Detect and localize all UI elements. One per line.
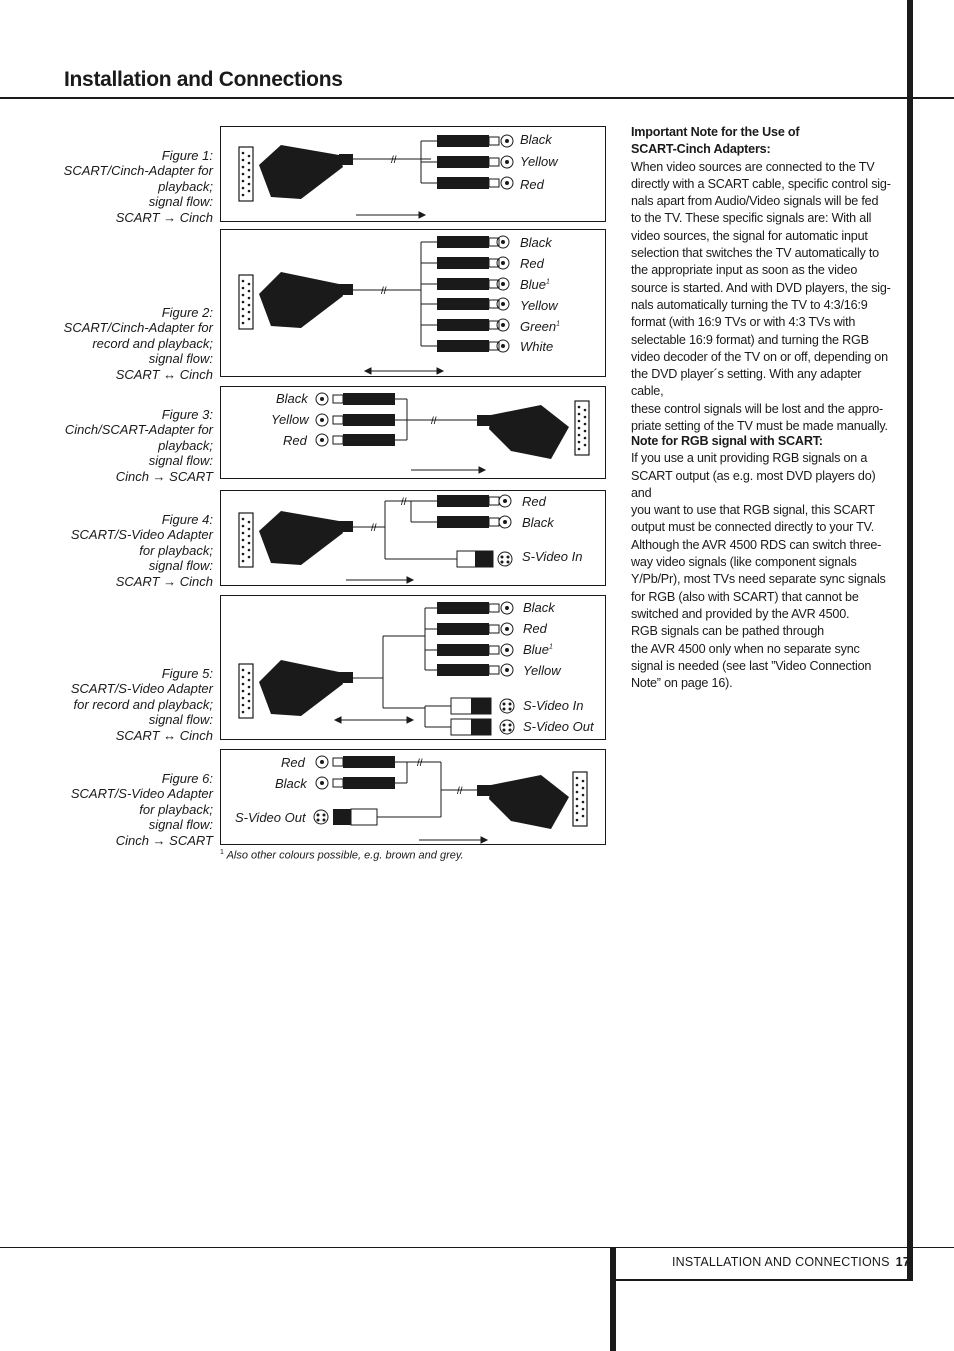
wire-label: White [520,339,554,354]
caption-line: SCART ↔ Cinch [115,366,213,382]
svg-text://: // [391,155,397,166]
figure-3-caption [63,407,213,484]
figure-5-diagram [220,595,606,740]
wire-label: S-Video In [523,698,584,713]
note-body: When video sources are connected to the TV directly with a SCART cable, specific control sig- nals apart from Audio/Video signals will be fed to the TV. These specific signals are: With all video sources, the signal for automatic input selection that switches the TV automatically to the appropriate input as soon as the video source is started. And with DVD players, the sig- nals automatically turning the TV to 4:3/16:9 format (with 16:9 TVs or with 4:3 TVs with selectable 16:9 format) and turning the RGB video decoder of the TV on or off, depending on the DVD player´s setting. With any adapter cable, these control signals will be lost and the appro- priate setting of the TV must be made manually. [631,159,891,434]
signal-flow-arrow [419,837,487,843]
wire-label: Yellow [523,663,561,678]
page-title: Installation and Connections [64,68,343,91]
cinch-plug-icon [437,664,499,676]
caption-line: Cinch → SCART [115,468,213,484]
svideo-plug-icon [457,551,493,567]
caption-line: signal flow: [148,712,213,728]
caption-line: for playback; [139,542,213,558]
svideo-plug-icon [451,698,491,714]
cinch-jack-icon [501,623,513,635]
svg-text://: // [431,416,437,427]
cinch-plug-icon [333,393,395,405]
caption-line: signal flow: [148,453,213,469]
svideo-plug-icon [451,719,491,735]
scart-plug-icon [259,272,353,328]
scart-socket-icon [239,275,253,329]
cinch-plug-icon [437,177,499,189]
caption-line: SCART ↔ Cinch [115,727,213,743]
cinch-plug-icon [333,756,395,768]
footer-section: INSTALLATION AND CONNECTIONS [672,1255,890,1269]
caption-line: playback; [158,178,213,194]
scart-plug-icon [259,660,353,716]
figure-6-diagram [220,749,606,845]
caption-line: Figure 3: [161,407,213,422]
caption-line: Cinch/SCART-Adapter for [64,422,213,438]
note-heading: Note for RGB signal with SCART: [631,434,823,448]
caption-line: SCART → Cinch [115,573,213,589]
cinch-plug-icon [437,156,499,168]
signal-flow-double-arrow [335,717,413,723]
cinch-plug-icon [437,278,499,290]
svg-text://: // [381,286,387,297]
svideo-scart-illustration [221,750,607,846]
caption-line: SCART/S-Video Adapter [70,527,213,543]
cinch-jack-icon [316,756,328,768]
svideo-jack-icon [500,699,514,713]
cinch-plug-icon [437,236,499,248]
cinch-jack-icon [499,495,511,507]
figure-3-diagram [220,386,606,479]
header-rule [0,97,954,99]
scart-socket-icon [575,401,589,455]
caption-line: signal flow: [148,351,213,367]
wire-label: S-Video Out [235,810,306,825]
wire-label: Red [283,433,307,448]
cinch-plug-icon [333,777,395,789]
wire-label: Red [520,256,544,271]
svg-text://: // [371,523,377,534]
cinch-plug-icon [437,495,499,507]
caption-line: Figure 5: [161,666,213,681]
cinch-plug-icon [437,516,499,528]
caption-line: playback; [158,437,213,453]
cinch-plug-icon [437,602,499,614]
caption-line: SCART/Cinch-Adapter for [63,320,213,336]
wire-label: Red [520,177,544,192]
svideo-jack-icon [498,552,512,566]
wire-label: S-Video Out [523,719,594,734]
footer-bar [610,1247,616,1351]
figure-4-diagram [220,490,606,586]
caption-line: Figure 4: [161,512,213,527]
figure-4-caption [63,512,213,589]
svg-text://: // [401,497,407,508]
note-heading: Important Note for the Use of SCART-Cinch Adapters: [631,125,800,157]
wire-label: Yellow [520,154,558,169]
figure-1-diagram [220,126,606,222]
wire-label: Blue$^1$ [520,277,550,292]
caption-line: SCART → Cinch [115,209,213,225]
cinch-plug-icon [333,414,395,426]
cinch-jack-icon [501,156,513,168]
right-margin-bar [907,0,913,1281]
cinch-plug-icon [437,257,499,269]
footer-rule [0,1247,954,1248]
scart-socket-icon [239,513,253,567]
caption-line: SCART/S-Video Adapter [70,786,213,802]
wire-label: Red [281,755,305,770]
caption-line: Figure 6: [161,771,213,786]
wire-label: Black [522,515,554,530]
cinch-jack-icon [501,135,513,147]
cinch-plug-icon [437,298,499,310]
svideo-plug-icon [333,809,377,825]
wire-label: Black [523,600,555,615]
cinch-jack-icon [316,393,328,405]
signal-flow-arrow [356,212,425,218]
footer-underline [610,1279,913,1281]
cinch-jack-icon [501,664,513,676]
scart-socket-icon [239,664,253,718]
cinch-plug-icon [437,135,499,147]
figure-6-caption [63,771,213,848]
caption-line: Figure 2: [161,305,213,320]
caption-line: for playback; [139,801,213,817]
cinch-plug-icon [437,319,499,331]
signal-flow-arrow [411,467,485,473]
wire-label: Black [276,391,308,406]
svideo-jack-icon [314,810,328,824]
scart-plug-icon [259,511,353,565]
scart-plug-icon [477,405,569,459]
wire-label: Yellow [520,298,558,313]
cinch-plug-icon [437,623,499,635]
wire-label: Green$^1$ [520,319,561,334]
scart-plug-icon [477,775,569,829]
wire-label: Yellow [271,412,309,427]
caption-line: SCART/Cinch-Adapter for [63,163,213,179]
scart-socket-icon [573,772,587,826]
figure-2-caption [63,305,213,382]
svg-text://: // [457,786,463,797]
caption-line: Cinch → SCART [115,832,213,848]
wire-label: Red [523,621,547,636]
wire-label: S-Video In [522,549,583,564]
scart-plug-icon [259,145,353,199]
caption-line: signal flow: [148,194,213,210]
wire-label: Black [275,776,307,791]
wire-label: Blue$^1$ [523,642,553,657]
figure-1-caption [63,148,213,225]
signal-flow-arrow [346,577,413,583]
wire-label: Black [520,235,552,250]
caption-line: signal flow: [148,558,213,574]
cinch-jack-icon [499,516,511,528]
caption-line: Figure 1: [161,148,213,163]
caption-line: for record and playback; [73,696,213,712]
footnote [220,849,464,862]
wire-label: Black [520,132,552,147]
cinch-jack-icon [316,434,328,446]
caption-line: signal flow: [148,817,213,833]
scart-socket-icon [239,147,253,201]
footnote-text: Also other colours possible, e.g. brown and grey. [226,849,464,862]
figure-2-diagram [220,229,606,377]
svideo-jack-icon [500,720,514,734]
figure-5-caption [63,666,213,743]
footer [672,1255,910,1269]
cinch-plug-icon [437,644,499,656]
svg-text://: // [417,758,423,769]
cinch-jack-icon [501,644,513,656]
cinch-jack-icon [501,177,513,189]
scart-cinch-note [631,124,891,435]
scart-svideo-illustration [221,491,607,587]
note-body: If you use a unit providing RGB signals on a SCART output (as e.g. most DVD players do) and you want to use that RGB signal, this SCART output must be connected directly to your TV. Although the AVR 4500 RDS can switch three- way video signals (like component signals Y/Pb/Pr), most TVs need separate sync signals for RGB (also with SCART) that cannot be switched and provided by the AVR 4500. RGB signals can be pathed through the AVR 4500 only when no separate sync signal is needed (see last ”Video Connection Note” on page 16). [631,451,886,691]
cinch-jack-icon [501,602,513,614]
footnote-mark: 1 [220,849,224,856]
signal-flow-double-arrow [365,368,443,374]
wire-label: Red [522,494,546,509]
cinch-jack-icon [316,414,328,426]
caption-line: record and playback; [92,335,213,351]
cinch-plug-icon [437,340,499,352]
cinch-plug-icon [333,434,395,446]
page-number: 17 [895,1255,910,1269]
caption-line: SCART/S-Video Adapter [70,681,213,697]
cinch-jack-icon [316,777,328,789]
rgb-scart-note [631,433,891,692]
